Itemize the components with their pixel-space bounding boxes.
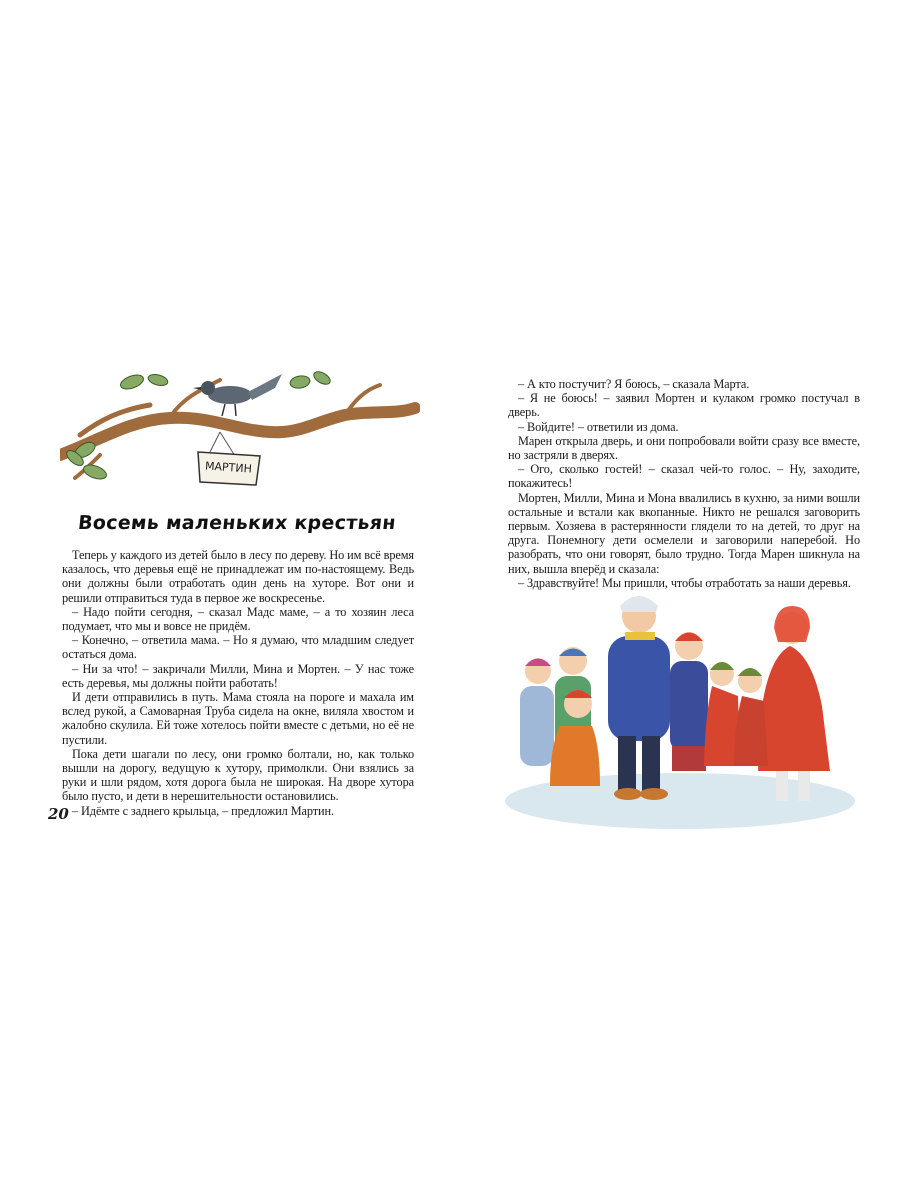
paragraph: – Здравствуйте! Мы пришли, чтобы отработать за наши деревья. <box>518 575 851 590</box>
children-illustration <box>500 586 862 848</box>
paragraph: – Конечно, – ответила мама. – Но я думаю, что младшим следует остаться дома. <box>62 633 414 662</box>
name-sign-text: МАРТИН <box>204 459 253 476</box>
paragraph: – Надо пойти сегодня, – сказал Мадс маме, – а то хозяин леса подумает, что мы и вовсе не придём. <box>62 604 414 634</box>
paragraph: – А кто постучит? Я боюсь, – сказала Марта. <box>518 377 750 391</box>
branch-illustration <box>60 360 420 510</box>
paragraph: – Ого, сколько гостей! – сказал чей-то голос. – Ну, заходите, покажитесь! <box>508 462 860 491</box>
paragraph: Теперь у каждого из детей было в лесу по дереву. Но им всё время казалось, что деревья ещё не принадлежат им по-настоящему. Ведь они должны были отработать один день на хуторе. Вот они и решили отправиться туда в первое же воскресенье. <box>62 548 414 605</box>
bird-figure <box>193 374 282 416</box>
paragraph: – Ни за что! – закричали Милли, Мина и Мортен. – У нас тоже есть деревья, мы должны пойти работать! <box>62 661 414 690</box>
paragraph: Пока дети шагали по лесу, они громко болтали, но, как только вышли на дорогу, ведущую к хутору, примолкли. Они взялись за руки и шли рядом, хотя дорога была не широкая. На дворе хутора было пусто, и дети в нерешительности остановились. <box>62 746 414 804</box>
page-number: 20 <box>48 805 69 823</box>
girl-red-coat-figure <box>758 606 830 801</box>
paragraph: – Войдите! – ответили из дома. <box>518 419 679 434</box>
paragraph: – Идёмте с заднего крыльца, – предложил Мартин. <box>72 803 334 818</box>
paragraph: И дети отправились в путь. Мама стояла на пороге и махала им вслед рукой, а Самоварная Труба сидела на окне, виляла хвостом и жалобно скулила. Ей тоже хотелось пойти вместе с детьми, но её не пустили. <box>62 690 414 747</box>
right-page-body <box>508 377 860 590</box>
paragraph: Мортен, Милли, Мина и Мона ввалились в кухню, за ними вошли остальные и встали как вкопанные. Никто не решался заговорить первым. Хозяева в растерянности глядели то на детей, то друг на друга. Понемногу дети осмелели и заговорили наперебой. Но разобрать, что они говорят, было трудно. Тогда Марен шикнула на них, вышла вперёд и сказала: <box>508 490 860 576</box>
chapter-title: Восемь маленьких крестьян <box>76 512 398 534</box>
paragraph: Марен открыла дверь, и они попробовали войти сразу все вместе, но застряли в дверях. <box>508 433 860 463</box>
right-page <box>450 0 900 1200</box>
left-page-body <box>62 548 414 818</box>
tall-boy-figure <box>608 596 670 800</box>
paragraph: – Я не боюсь! – заявил Мортен и кулаком громко постучал в дверь. <box>508 391 860 420</box>
